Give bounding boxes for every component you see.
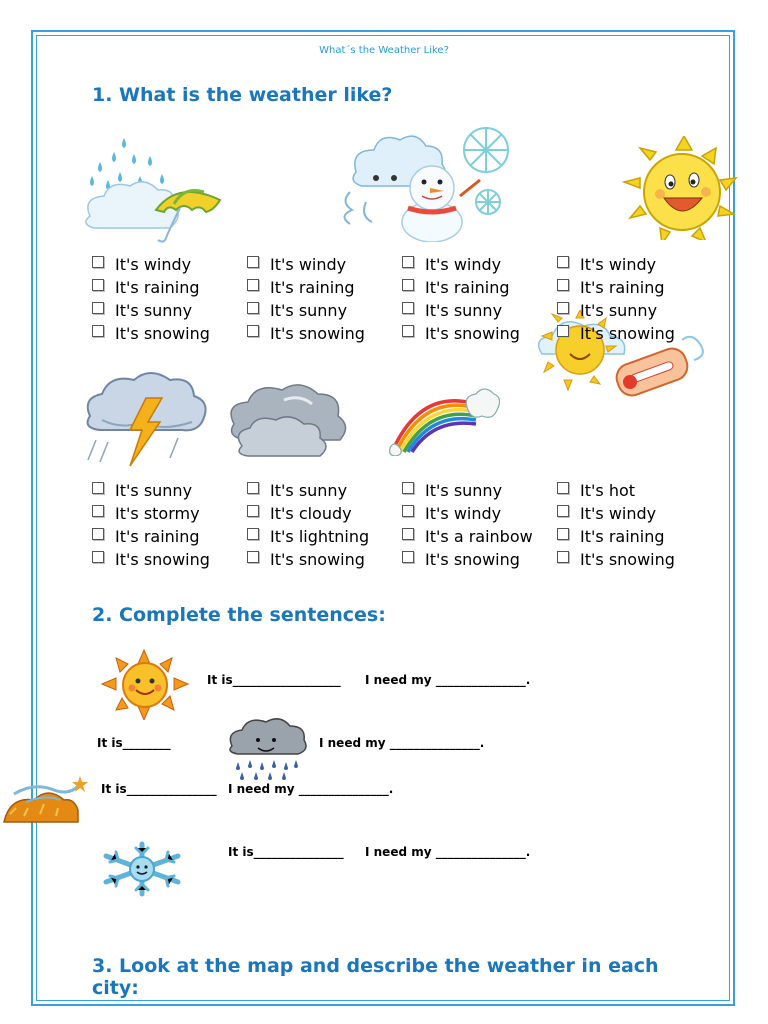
- sentence-4-part-b[interactable]: I need my _______________.: [365, 845, 531, 859]
- sentence-3-part-a[interactable]: It is_______________: [101, 782, 217, 796]
- checkbox-option[interactable]: It's raining: [92, 278, 242, 301]
- checkbox[interactable]: [247, 302, 259, 314]
- checkbox-option[interactable]: It's raining: [402, 278, 552, 301]
- grey-cloud-icon: [224, 380, 352, 468]
- checkbox[interactable]: [402, 482, 414, 494]
- checkbox-option[interactable]: It's snowing: [402, 324, 552, 347]
- checkbox-option[interactable]: It's windy: [557, 504, 707, 527]
- section1-heading: 1. What is the weather like?: [92, 84, 393, 106]
- smiling-sun-icon: [620, 136, 760, 240]
- checkbox-option[interactable]: It's lightning: [247, 527, 397, 550]
- checkbox-option[interactable]: It's snowing: [247, 324, 397, 347]
- checkbox[interactable]: [92, 505, 104, 517]
- checkbox[interactable]: [92, 528, 104, 540]
- checkbox[interactable]: [402, 256, 414, 268]
- sentence-1-part-b[interactable]: I need my _______________.: [365, 673, 531, 687]
- section2-heading: 2. Complete the sentences:: [92, 604, 386, 626]
- checkbox-option[interactable]: It's raining: [92, 527, 242, 550]
- checkbox[interactable]: [557, 325, 569, 337]
- checkbox-option[interactable]: It's raining: [557, 278, 707, 301]
- rain-cloud-face-icon: [226, 718, 308, 782]
- section3-heading-line2: city:: [92, 977, 139, 999]
- checkbox-option[interactable]: It's windy: [557, 255, 707, 278]
- checkbox-group-r1c2: [247, 255, 397, 347]
- checkbox[interactable]: [557, 279, 569, 291]
- checkbox[interactable]: [92, 551, 104, 563]
- checkbox-option[interactable]: It's hot: [557, 481, 707, 504]
- checkbox-option[interactable]: It's raining: [247, 278, 397, 301]
- checkbox[interactable]: [402, 551, 414, 563]
- checkbox[interactable]: [402, 325, 414, 337]
- checkbox[interactable]: [92, 302, 104, 314]
- rain-cloud-umbrella-icon: [84, 132, 232, 248]
- checkbox[interactable]: [557, 302, 569, 314]
- checkbox[interactable]: [402, 302, 414, 314]
- checkbox-option[interactable]: It's a rainbow: [402, 527, 552, 550]
- snowman-cloud-icon: [342, 122, 518, 242]
- checkbox[interactable]: [92, 256, 104, 268]
- checkbox[interactable]: [402, 528, 414, 540]
- checkbox[interactable]: [92, 482, 104, 494]
- sentence-2-part-a[interactable]: It is________: [97, 736, 171, 750]
- checkbox-option[interactable]: It's snowing: [92, 550, 242, 573]
- page-header: What´s the Weather Like?: [319, 45, 449, 56]
- checkbox-option[interactable]: It's sunny: [557, 301, 707, 324]
- checkbox-option[interactable]: It's windy: [402, 504, 552, 527]
- checkbox-group-r1c1: [92, 255, 242, 347]
- checkbox[interactable]: [557, 551, 569, 563]
- rainbow-icon: [388, 386, 500, 456]
- checkbox-option[interactable]: It's sunny: [92, 481, 242, 504]
- checkbox[interactable]: [247, 256, 259, 268]
- checkbox-option[interactable]: It's snowing: [402, 550, 552, 573]
- checkbox-option[interactable]: It's windy: [92, 255, 242, 278]
- checkbox[interactable]: [557, 528, 569, 540]
- checkbox[interactable]: [247, 528, 259, 540]
- checkbox-group-r2c4: [557, 481, 707, 573]
- checkbox[interactable]: [557, 256, 569, 268]
- checkbox[interactable]: [557, 482, 569, 494]
- checkbox-option[interactable]: It's sunny: [402, 301, 552, 324]
- checkbox-option[interactable]: It's snowing: [247, 550, 397, 573]
- snowflake-face-icon: [100, 840, 184, 898]
- checkbox[interactable]: [247, 505, 259, 517]
- section3-heading-line1: 3. Look at the map and describe the weather in each: [92, 955, 659, 977]
- checkbox-group-r1c4: [557, 255, 707, 347]
- sentence-3-part-b[interactable]: I need my _______________.: [228, 782, 394, 796]
- sentence-1-part-a[interactable]: It is__________________: [207, 673, 341, 687]
- checkbox-group-r1c3: [402, 255, 552, 347]
- checkbox-option[interactable]: It's sunny: [247, 481, 397, 504]
- checkbox-group-r2c2: [247, 481, 397, 573]
- checkbox-group-r2c1: [92, 481, 242, 573]
- checkbox[interactable]: [247, 279, 259, 291]
- checkbox[interactable]: [92, 325, 104, 337]
- checkbox-group-r2c3: [402, 481, 552, 573]
- checkbox[interactable]: [402, 279, 414, 291]
- checkbox[interactable]: [557, 505, 569, 517]
- checkbox-option[interactable]: It's snowing: [92, 324, 242, 347]
- checkbox-option[interactable]: It's snowing: [557, 550, 707, 573]
- checkbox-option[interactable]: It's stormy: [92, 504, 242, 527]
- checkbox-option[interactable]: It's snowing: [557, 324, 707, 347]
- checkbox-option[interactable]: It's cloudy: [247, 504, 397, 527]
- checkbox-option[interactable]: It's sunny: [92, 301, 242, 324]
- checkbox[interactable]: [247, 482, 259, 494]
- checkbox-option[interactable]: It's sunny: [402, 481, 552, 504]
- sentence-2-part-b[interactable]: I need my _______________.: [319, 736, 485, 750]
- checkbox[interactable]: [247, 551, 259, 563]
- windy-leaves-icon: [0, 772, 92, 824]
- hot-sun-icon: [100, 648, 196, 720]
- checkbox-option[interactable]: It's sunny: [247, 301, 397, 324]
- checkbox[interactable]: [92, 279, 104, 291]
- checkbox-option[interactable]: It's windy: [247, 255, 397, 278]
- checkbox[interactable]: [402, 505, 414, 517]
- storm-cloud-lightning-icon: [82, 370, 214, 470]
- checkbox-option[interactable]: It's windy: [402, 255, 552, 278]
- sentence-4-part-a[interactable]: It is_______________: [228, 845, 344, 859]
- checkbox-option[interactable]: It's raining: [557, 527, 707, 550]
- checkbox[interactable]: [247, 325, 259, 337]
